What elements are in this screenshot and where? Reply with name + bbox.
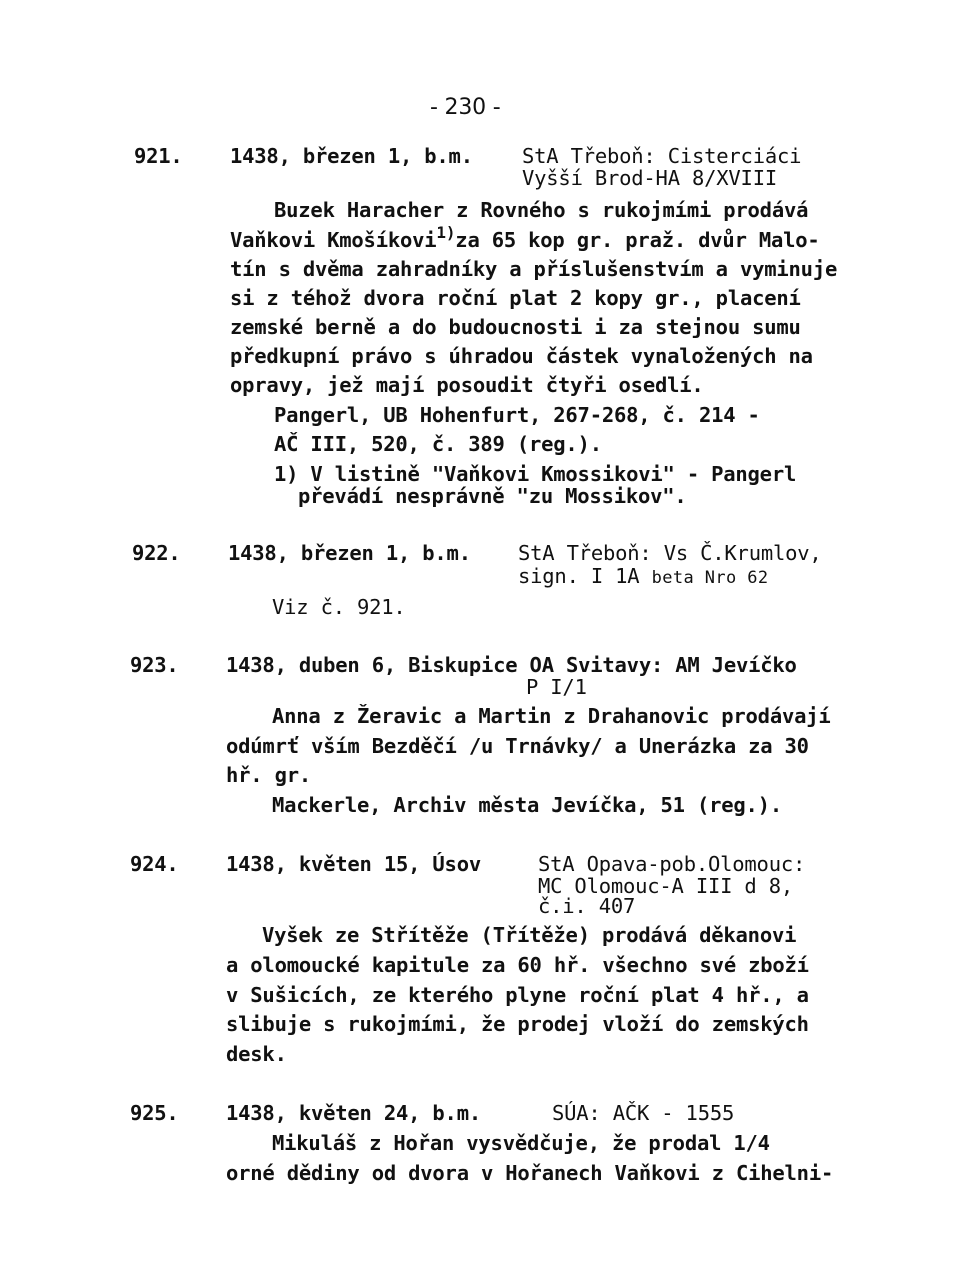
entry-archive: Vyšší Brod-HA 8/XVIII	[522, 166, 777, 190]
entry-text-line: Vyšek ze Střítěže (Třítěže) prodává děkanovi	[262, 923, 797, 947]
entry-archive: SÚA: AČK - 1555	[552, 1101, 735, 1125]
entry-archive: MC Olomouc-A III d 8,	[538, 874, 793, 898]
archive-signature: sign. I 1A	[518, 564, 652, 588]
entry-text-fragment: za 65 kop gr. praž. dvůr Malo-	[455, 228, 820, 252]
entry-literature: Pangerl, UB Hohenfurt, 267-268, č. 214 -	[274, 403, 760, 427]
entry-date: 1438, květen 24, b.m.	[226, 1101, 481, 1125]
entry-text-line	[230, 223, 820, 252]
entry-number: 924.	[130, 852, 179, 876]
entry-footnote: převádí nesprávně "zu Mossikov".	[298, 484, 687, 508]
entry-text-line: orné dědiny od dvora v Hořanech Vaňkovi z Cihelni-	[226, 1161, 834, 1185]
entry-text-line: si z téhož dvora roční plat 2 kopy gr., placení	[230, 286, 801, 310]
entry-archive: P I/1	[526, 675, 587, 699]
entry-text-line: desk.	[226, 1042, 287, 1066]
entry-text-line: Anna z Žeravic a Martin z Drahanovic prodávají	[272, 704, 831, 728]
entry-date: 1438, březen 1, b.m.	[230, 144, 473, 168]
entry-text-line: v Sušicích, ze kterého plyne roční plat 4 hř., a	[226, 983, 809, 1007]
entry-text-line: opravy, jež mají posoudit čtyři osedlí.	[230, 373, 704, 397]
entry-text-line: hř. gr.	[226, 763, 311, 787]
entry-literature: Mackerle, Archiv města Jevíčka, 51 (reg.).	[272, 793, 782, 817]
entry-archive: StA Třeboň: Vs Č.Krumlov,	[518, 541, 822, 565]
entry-footnote: 1) V listině "Vaňkovi Kmossikovi" - Pangerl	[274, 462, 797, 486]
entry-text-line: Mikuláš z Hořan vysvědčuje, že prodal 1/4	[272, 1131, 770, 1155]
entry-date: 1438, březen 1, b.m.	[228, 541, 471, 565]
entry-text-line: tín s dvěma zahradníky a příslušenstvím a vyminuje	[230, 257, 838, 281]
archive-signature-handwritten: beta Nro 62	[651, 568, 769, 588]
entry-text-fragment: Vaňkovi Kmošíkovi	[230, 228, 437, 252]
entry-number: 922.	[132, 541, 181, 565]
entry-text-line: zemské berně a do budoucnosti i za stejnou sumu	[230, 315, 801, 339]
entry-archive: č.i. 407	[538, 894, 636, 918]
page-number: - 230 -	[430, 95, 501, 120]
entry-archive	[518, 566, 769, 587]
entry-archive: StA Opava-pob.Olomouc:	[538, 852, 806, 876]
entry-text-line: odúmrť vším Bezděčí /u Trnávky/ a Unerázka za 30	[226, 734, 809, 758]
entry-literature: AČ III, 520, č. 389 (reg.).	[274, 432, 602, 456]
entry-number: 921.	[134, 144, 183, 168]
entry-number: 925.	[130, 1101, 179, 1125]
footnote-marker: 1)	[436, 223, 456, 242]
entry-text-line: předkupní právo s úhradou částek vynaložených na	[230, 344, 813, 368]
entry-text-line: a olomoucké kapitule za 60 hř. všechno své zboží	[226, 953, 809, 977]
entry-date: 1438, květen 15, Úsov	[226, 852, 481, 876]
entry-see-reference: Viz č. 921.	[272, 595, 406, 619]
entry-text-line: slibuje s rukojmími, že prodej vloží do zemských	[226, 1012, 809, 1036]
entry-text-line: Buzek Haracher z Rovného s rukojmími prodává	[274, 198, 809, 222]
entry-date-archive: 1438, duben 6, Biskupice OA Svitavy: AM Jevíčko	[226, 653, 797, 677]
entry-archive: StA Třeboň: Cisterciáci	[522, 144, 802, 168]
entry-number: 923.	[130, 653, 179, 677]
